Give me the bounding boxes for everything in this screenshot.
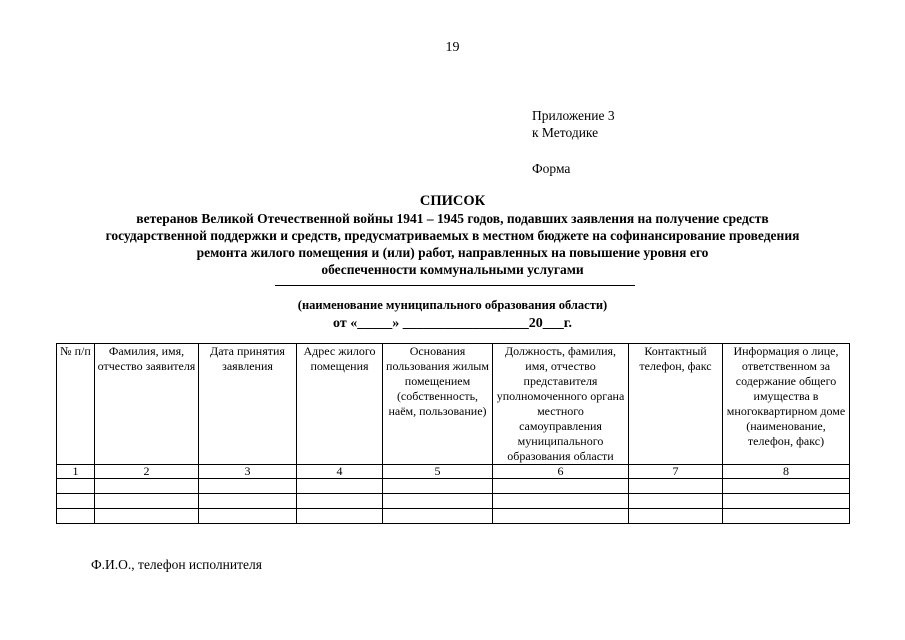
header-use-basis: Основания пользования жилым помещением (собственность, наём, пользование) [383,344,493,465]
header-representative: Должность, фамилия, имя, отчество представителя уполномоченного органа местного самоуправления муниципального образования области [493,344,629,465]
header-applicant-name: Фамилия, имя, отчество заявителя [95,344,199,465]
veterans-list-table [56,343,850,524]
empty-cell [297,494,383,509]
appendix-reference [532,107,615,141]
header-dwelling-address: Адрес жилого помещения [297,344,383,465]
column-number-row [57,465,850,479]
empty-cell [723,479,850,494]
empty-cell [57,494,95,509]
empty-cell [493,479,629,494]
date-line: от «_____» __________________20___г. [333,316,572,331]
table-row [57,494,850,509]
form-label: Форма [532,161,571,176]
empty-cell [95,494,199,509]
empty-cell [199,494,297,509]
appendix-methodology: к Методике [532,125,599,140]
header-number: № п/п [57,344,95,465]
page-number: 19 [445,40,460,55]
title-line-2: государственной поддержки и средств, предусматриваемых в местном бюджете на софинансирование проведения [105,228,800,243]
title-block [0,193,905,278]
empty-cell [383,479,493,494]
empty-cell [57,509,95,524]
empty-cell [493,494,629,509]
executor-line: Ф.И.О., телефон исполнителя [91,557,262,572]
empty-cell [493,509,629,524]
empty-cell [629,494,723,509]
empty-cell [199,479,297,494]
column-number: 1 [57,465,95,479]
title-line-1: ветеранов Великой Отечественной войны 1941 – 1945 годов, подавших заявления на получение средств [136,211,769,226]
empty-cell [199,509,297,524]
empty-cell [95,479,199,494]
empty-cell [383,494,493,509]
empty-cell [297,479,383,494]
table-row [57,509,850,524]
column-number: 4 [297,465,383,479]
column-number: 2 [95,465,199,479]
empty-cell [723,509,850,524]
header-responsible-person: Информация о лице, ответственном за содержание общего имущества в многоквартирном доме (наименование, телефон, факс) [723,344,850,465]
column-number: 7 [629,465,723,479]
title-line-4: обеспеченности коммунальными услугами [321,262,584,277]
appendix-number: Приложение 3 [532,108,615,123]
header-contact-phone: Контактный телефон, факс [629,344,723,465]
empty-cell [57,479,95,494]
empty-cell [297,509,383,524]
column-number: 3 [199,465,297,479]
municipality-blank-line [275,285,635,286]
empty-cell [383,509,493,524]
column-number: 5 [383,465,493,479]
header-application-date: Дата принятия заявления [199,344,297,465]
column-number: 6 [493,465,629,479]
document-title: СПИСОК [419,193,486,209]
column-number: 8 [723,465,850,479]
empty-cell [629,509,723,524]
table-row [57,479,850,494]
empty-cell [723,494,850,509]
title-line-3: ремонта жилого помещения и (или) работ, направленных на повышение уровня его [196,245,709,260]
empty-cell [629,479,723,494]
empty-cell [95,509,199,524]
table-header-row [57,344,850,465]
municipality-caption: (наименование муниципального образования области) [297,298,608,312]
